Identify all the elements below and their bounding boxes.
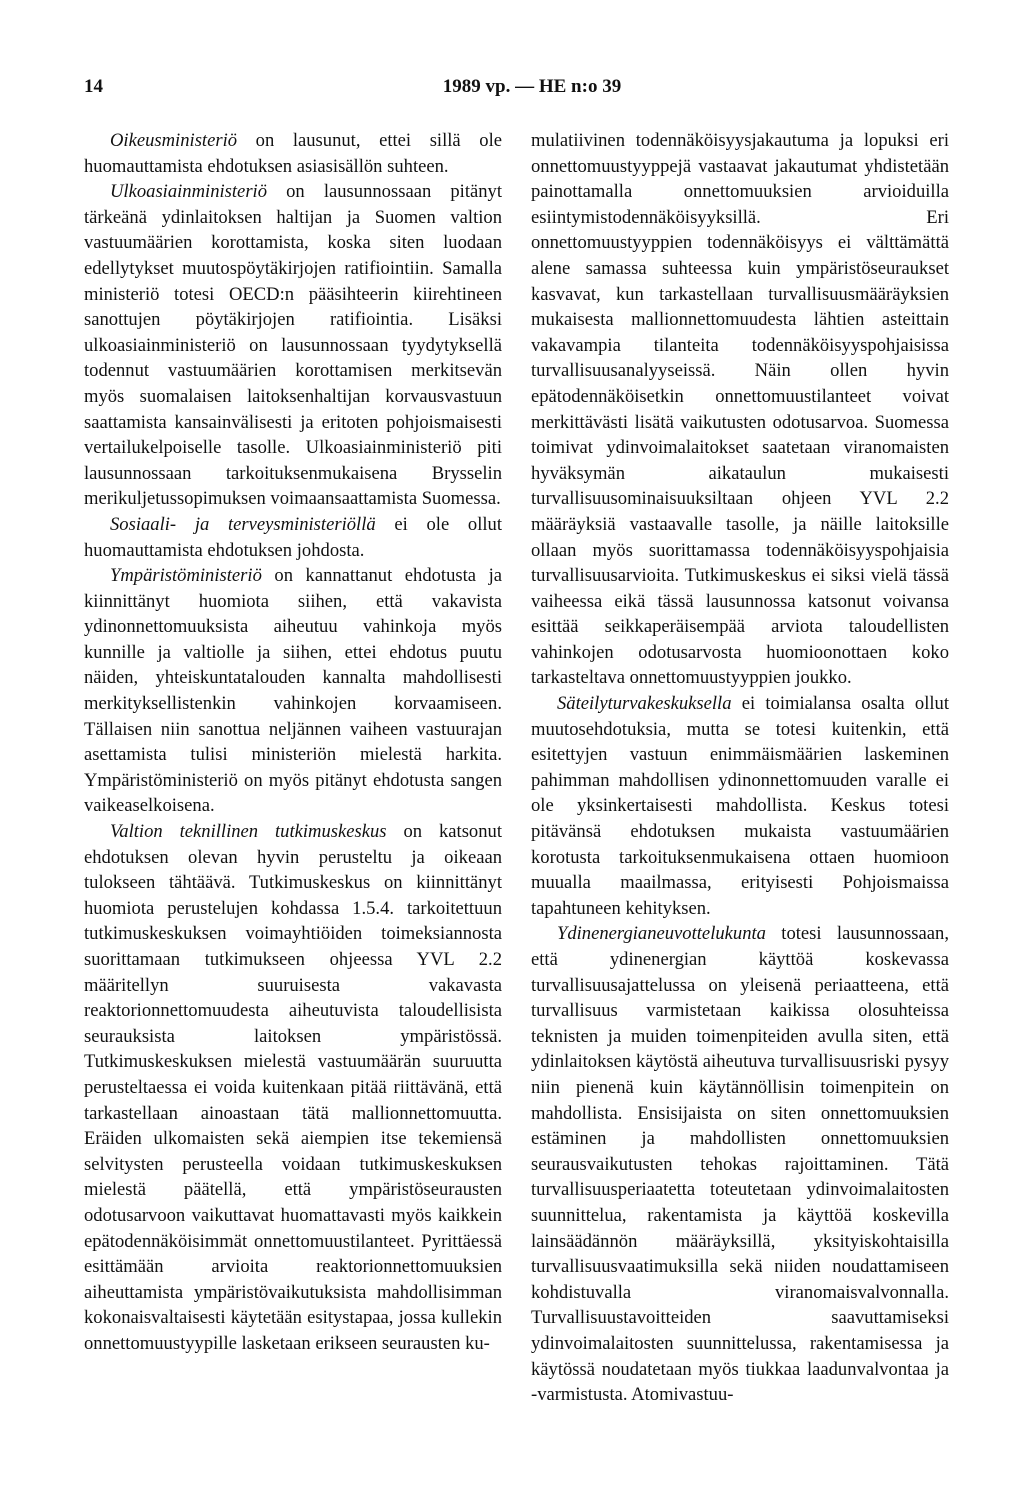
paragraph-text: on lausunnossaan pitänyt tärkeänä ydinlaitoksen haltijan ja Suomen valtion vastuumäärien korottamista, koska siten luodaan edellytykset muutospöytäkirjojen ratifiointiin. Samalla ministeriö totesi OECD:n pääsihteerin kiirehtineen sanottujen pöytäkirjojen ratifiointia. Lisäksi ulkoasiainministeriö on lausunnossaan tyydytyksellä todennut vastuumäärien korottamisen merkitsevän myös suomalaisen laitoksenhaltijan korvausvastuun saattamista kansainvälisesti ja eritoten pohjoismaisesti vertailukelpoiselle tasolle. Ulkoasiainministeriö piti lausunnossaan tarkoituksenmukaisena Brysselin merikuljetussopimuksen voimaansaattamista Suomessa. xyxy=(84,181,502,510)
page-number: 14 xyxy=(84,76,103,97)
paragraph-text: totesi lausunnossaan, että ydinenergian käyttöä koskevassa turvallisuusajattelussa on yleisenä periaatteena, että turvallisuus varmistetaan kaikissa olosuhteissa teknisten ja muiden toimenpiteiden avulla siten, että ydinlaitoksen käytöstä aiheutuva turvallisuusriski pysyy niin pienenä kuin käytännöllisin toimenpitein on mahdollista. Ensisijaista on siten onnettomuuksien estäminen ja mahdollisten onnettomuuksien seurausvaikutusten tehokas rajoittaminen. Tätä turvallisuusperiaatetta toteutetaan ydinvoimalaitosten suunnittelua, rakentamista ja käyttöä koskevilla lainsäädännön määräyksillä, yksityiskohtaisilla turvallisuusvaatimuksilla sekä niiden noudattamiseen kohdistuvalla viranomaisvalvonnalla. Turvallisuustavoitteiden saavuttamiseksi ydinvoimalaitosten suunnittelussa, rakentamisessa ja käytössä noudatetaan myös tiukkaa laadunvalvontaa ja -varmistusta. Atomivastuu- xyxy=(531,923,949,1406)
paragraph-lead: Säteilyturvakeskuksella xyxy=(557,693,732,715)
paragraph-lead: Ulkoasiainministeriö xyxy=(110,181,268,203)
left-column xyxy=(84,128,502,1357)
paragraph xyxy=(84,563,502,819)
paragraph-text: mulatiivinen todennäköisyysjakautuma ja lopuksi eri onnettomuustyyppejä vastaavat jakautumat yhdistetään painottamalla onnettomuuksien arvioiduilla esiintymistodennäköisyyksillä. Eri onnettomuustyyppien todennäköisyys ei välttämättä alene samassa suhteessa kuin ympäristöseuraukset kasvavat, kun tarkastellaan turvallisuusmääräyksien mukaisesta mallionnettomuudesta lähtien asteittain vakavampia tilanteita todennäköisyyspohjaisissa turvallisuusanalyyseissä. Näin ollen hyvin epätodennäköisetkin onnettomuustilanteet voivat merkittävästi lisätä vaikutusten odotusarvoa. Suomessa toimivat ydinvoimalaitokset saatetaan viranomaisten hyväksymän aikataulun mukaisesti turvallisuusominaisuuksiltaan ohjeen YVL 2.2 määräyksiä vastaavalle tasolle, ja näille laitoksille ollaan myös suorittamassa todennäköisyyspohjaisia turvallisuusarvioita. Tutkimuskeskus ei siksi vielä tässä vaiheessa eikä tässä lausunnossa katsonut voivansa esittää seikkaperäisempää arviota taloudellisten vahinkojen odotusarvosta huomioonottaen koko tarkasteltava onnettomuustyyppien joukko. xyxy=(531,130,949,689)
page-header xyxy=(84,76,980,102)
paragraph-lead: Ympäristöministeriö xyxy=(110,565,262,587)
paragraph-lead: Sosiaali- ja terveysministeriöllä xyxy=(110,513,376,535)
paragraph xyxy=(531,691,949,921)
paragraph-text: on katsonut ehdotuksen olevan hyvin perusteltu ja oikeaan tulokseen tähtäävä. Tutkimuskeskus on kiinnittänyt huomiota perustelujen kohdassa 1.5.4. tarkoitettuun tutkimuskeskuksen voimayhtiöiden toimeksiannosta suorittamaan tutkimukseen ohjeessa YVL 2.2 määritellyn suuruisesta vakavasta reaktorionnettomuudesta aiheutuvista taloudellisista seurauksista laitoksen ympäristössä. Tutkimuskeskuksen mielestä vastuumäärän suuruutta perusteltaessa ei voida kuitenkaan pitää riittävänä, että tarkastellaan ainoastaan tätä mallionnettomuutta. Eräiden ulkomaisten sekä aiempien itse tekemiensä selvitysten perusteella voidaan tutkimuskeskuksen mielestä päätellä, että ympäristöseurausten odotusarvoon vaikuttavat huomattavasti myös kaikkein epätodennäköisimmät onnettomuustilanteet. Pyrittäessä esittämään arvioita reaktorionnettomuuksien aiheuttamista ympäristövaikutuksista mahdollisimman kokonaisvaltaisesti käytetään esitystapaa, jossa kullekin onnettomuustyypille lasketaan erikseen seurausten ku- xyxy=(84,821,502,1354)
paragraph-lead: Ydinenergianeuvottelukunta xyxy=(557,923,766,945)
paragraph xyxy=(84,179,502,512)
paragraph-text: on kannattanut ehdotusta ja kiinnittänyt huomiota siihen, että vakavista ydinonnettomuuksista aiheutuu vahinkoja myös kunnille ja valtiolle ja siihen, ettei ehdotus puutu näiden, yhteiskuntatalouden kannalta mahdollisesti merkityksellistenkin vahinkojen korvaamiseen. Tällaisen niin sanottua neljännen vaiheen vastuurajan asettamista tulisi ministeriön mielestä harkita. Ympäristöministeriö on myös pitänyt ehdotusta sangen vaikeaselkoisena. xyxy=(84,565,502,817)
paragraph-text: ei toimialansa osalta ollut muutosehdotuksia, mutta se totesi kuitenkin, että esitettyjen vastuun enimmäismäärien laskeminen pahimman mahdollisen ydinonnettomuuden varalle ei ole yksinkertaisesti mahdollista. Keskus totesi pitävänsä ehdotuksen mukaista vastuumäärien korotusta tarkoituksenmukaisena ottaen huomioon muualla maailmassa, erityisesti Pohjoismaissa tapahtuneen kehityksen. xyxy=(531,693,949,919)
paragraph xyxy=(531,128,949,691)
paragraph-text: on lausunut, ettei sillä ole huomauttamista ehdotuksen asiasisällön suhteen. xyxy=(84,130,502,177)
paragraph xyxy=(84,819,502,1356)
right-column xyxy=(531,128,949,1408)
running-title: 1989 vp. — HE n:o 39 xyxy=(442,76,622,97)
paragraph-lead: Valtion teknillinen tutkimuskeskus xyxy=(110,821,387,843)
paragraph-text: ei ole ollut huomauttamista ehdotuksen johdosta. xyxy=(84,513,503,561)
paragraph-lead: Oikeusministeriö xyxy=(110,130,238,151)
paragraph xyxy=(531,921,949,1407)
paragraph xyxy=(84,512,502,563)
paragraph xyxy=(84,128,502,179)
